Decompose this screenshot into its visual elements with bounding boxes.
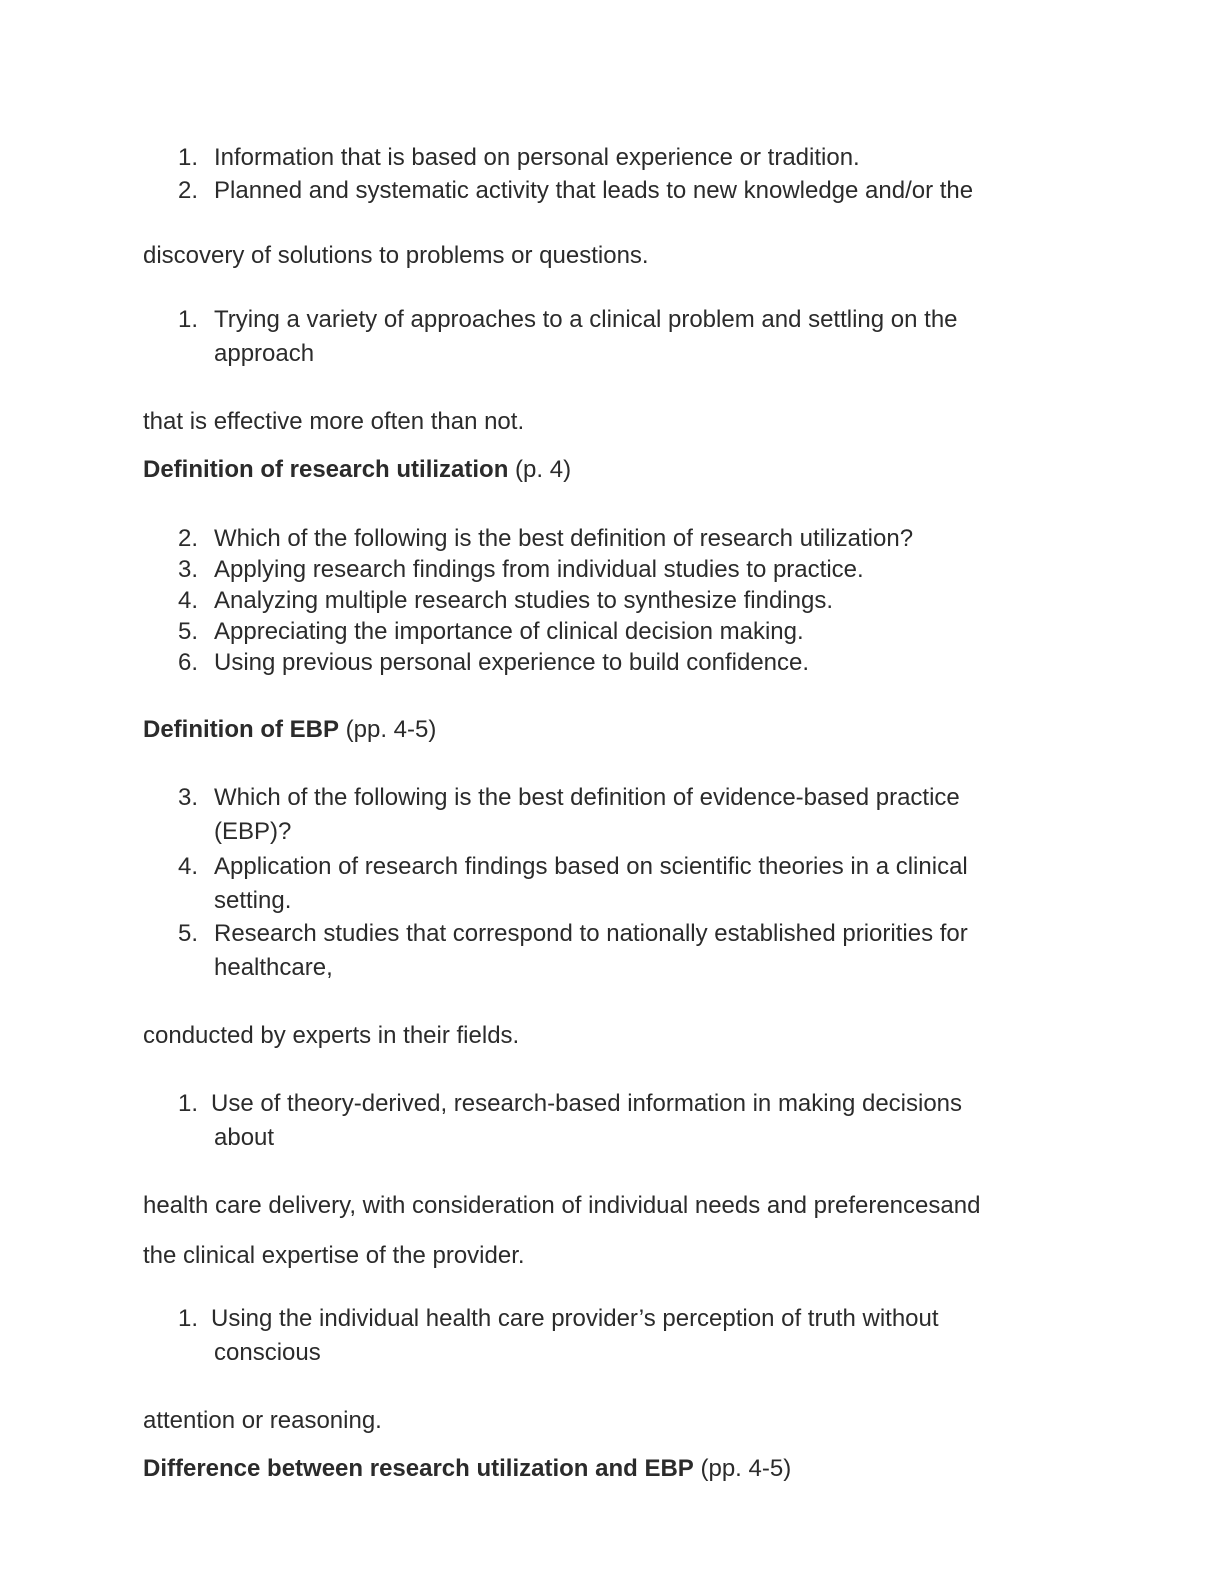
list-text: (EBP)? bbox=[214, 818, 292, 845]
paragraph: health care delivery, with consideration of individual needs and preferencesand bbox=[143, 1192, 981, 1219]
list-number: 2. bbox=[178, 525, 199, 552]
list-number: 5. bbox=[178, 618, 199, 645]
list-text: conscious bbox=[214, 1339, 321, 1366]
section-heading bbox=[143, 454, 571, 486]
list-number: 4. bbox=[178, 853, 199, 880]
section-heading bbox=[143, 1453, 791, 1485]
list-text: Research studies that correspond to nationally established priorities for bbox=[214, 920, 968, 947]
list-text: healthcare, bbox=[214, 954, 333, 981]
list-text: Which of the following is the best definition of research utilization? bbox=[214, 525, 914, 552]
heading-pages: (pp. 4-5) bbox=[693, 1455, 792, 1482]
list-number: 3. bbox=[178, 556, 199, 583]
list-text: Analyzing multiple research studies to synthesize findings. bbox=[214, 587, 833, 614]
list-number: 1. bbox=[178, 306, 199, 333]
list-number: 1. bbox=[178, 144, 199, 171]
list-number: 4. bbox=[178, 587, 199, 614]
heading-bold: Definition of research utilization bbox=[143, 456, 509, 483]
list-text: Using the individual health care provider’s perception of truth without bbox=[211, 1305, 939, 1332]
list-number: 3. bbox=[178, 784, 199, 811]
paragraph: the clinical expertise of the provider. bbox=[143, 1242, 525, 1269]
list-text: Use of theory-derived, research-based information in making decisions bbox=[211, 1090, 963, 1117]
heading-pages: (pp. 4-5) bbox=[338, 716, 437, 743]
list-text: Trying a variety of approaches to a clinical problem and settling on the bbox=[214, 306, 958, 333]
paragraph: conducted by experts in their fields. bbox=[143, 1022, 520, 1049]
paragraph: that is effective more often than not. bbox=[143, 408, 525, 435]
heading-bold: Definition of EBP bbox=[143, 716, 339, 743]
list-text: Applying research findings from individual studies to practice. bbox=[214, 556, 864, 583]
list-text: Appreciating the importance of clinical decision making. bbox=[214, 618, 804, 645]
paragraph: discovery of solutions to problems or questions. bbox=[143, 242, 649, 269]
section-heading bbox=[143, 714, 436, 746]
list-text: Application of research findings based on scientific theories in a clinical bbox=[214, 853, 968, 880]
list-text: Using previous personal experience to build confidence. bbox=[214, 649, 810, 676]
list-number: 5. bbox=[178, 920, 199, 947]
paragraph: attention or reasoning. bbox=[143, 1407, 382, 1434]
list-text: Information that is based on personal experience or tradition. bbox=[214, 144, 860, 171]
heading-bold: Difference between research utilization and EBP bbox=[143, 1455, 694, 1482]
list-text: Which of the following is the best definition of evidence-based practice bbox=[214, 784, 960, 811]
list-number: 6. bbox=[178, 649, 199, 676]
list-text: setting. bbox=[214, 887, 292, 914]
list-number: 1. bbox=[178, 1090, 199, 1117]
list-text: approach bbox=[214, 340, 315, 367]
list-text: Planned and systematic activity that leads to new knowledge and/or the bbox=[214, 177, 974, 204]
list-text: about bbox=[214, 1124, 275, 1151]
heading-pages: (p. 4) bbox=[508, 456, 572, 483]
list-number: 1. bbox=[178, 1305, 199, 1332]
list-number: 2. bbox=[178, 177, 199, 204]
